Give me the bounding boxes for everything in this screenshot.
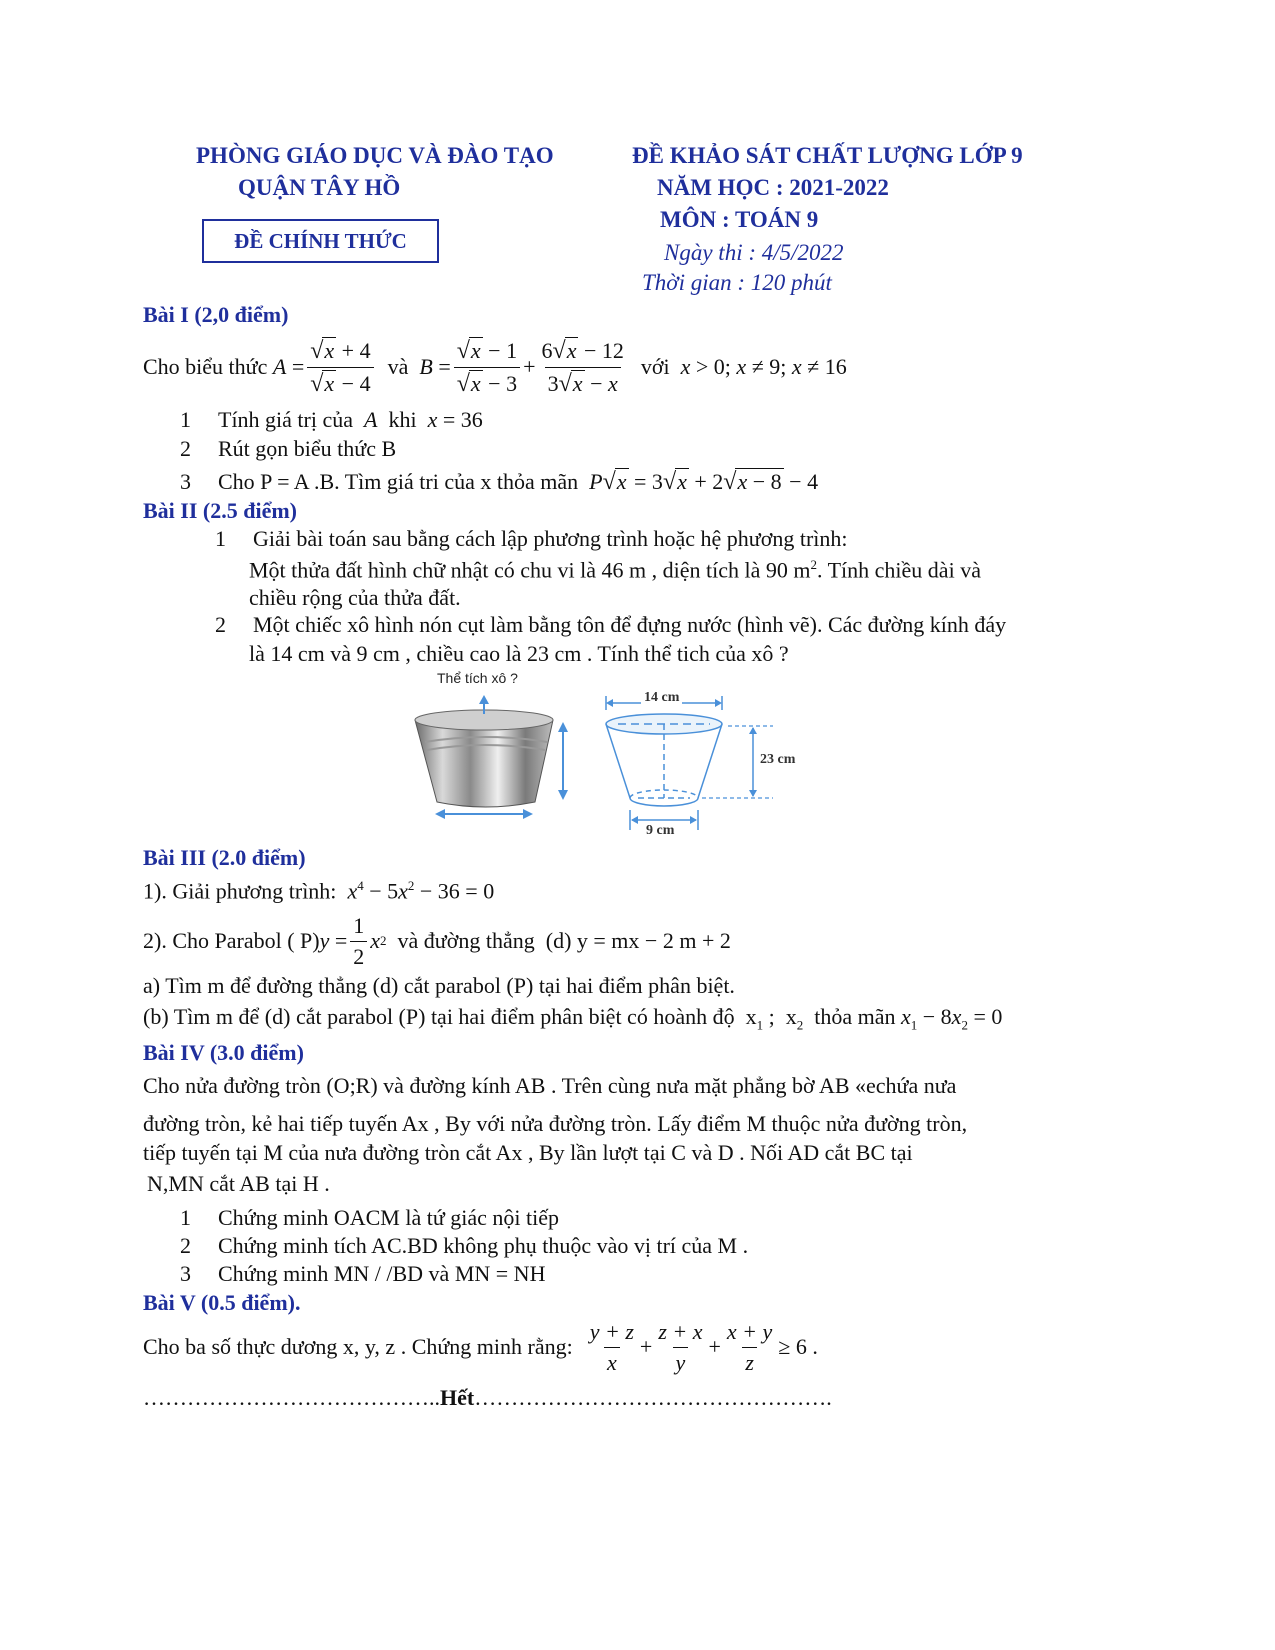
fraction-xy-z: $\frac{x + y}{z}$ (726, 1318, 773, 1375)
bai1-title: Bài I (2,0 điểm) (143, 302, 289, 327)
bai3-qa: a) Tìm m để đường thẳng (d) cắt parabol (P) tại hai điểm phân biệt. (143, 973, 735, 998)
bai1-cond-label: với (640, 354, 670, 379)
bai2-item-2: 2 Một chiếc xô hình nón cụt làm bằng tôn để đựng nước (hình vẽ). Các đường kính đáy (215, 612, 1007, 637)
exam-date: Ngày thi : 4/5/2022 (664, 240, 844, 265)
department-name: PHÒNG GIÁO DỤC VÀ ĐÀO TẠO (196, 143, 554, 168)
end-marker: …………………………………..Hết…………………………………………. (143, 1385, 832, 1410)
bucket-photo (405, 692, 590, 827)
bai3-qb: (b) Tìm m để (d) cắt parabol (P) tại hai điểm phân biệt có hoành độ $x_1$ ; $x_2$ thỏa mãn $x_1 - 8x_2 = 0$ (143, 1004, 1003, 1033)
official-label: ĐỀ CHÍNH THỨC (234, 229, 407, 253)
bai1-and: và (387, 354, 409, 379)
bai4-line2: đường tròn, kẻ hai tiếp tuyến Ax , By với nửa đường tròn. Lấy điểm M thuộc nửa đường tròn, (143, 1111, 968, 1136)
bai1-expression: Cho biểu thức A = $\frac{√x + 4}{√x - 4}$ và B = $\frac{√x - 1}{√x - 3}$ + $\frac{6√x - 12}{3√x - x}$ với x > 0; x ≠ 9; x ≠ 16 (143, 337, 847, 397)
bai1-intro: Cho biểu thức (143, 354, 268, 379)
school-year: NĂM HỌC : 2021-2022 (657, 175, 889, 200)
bai2-item-2-line2: là 14 cm và 9 cm , chiều cao là 23 cm . Tính thể tich của xô ? (249, 641, 789, 666)
frustum-height: 23 cm (760, 752, 796, 767)
frustum-top-diameter: 14 cm (641, 690, 682, 706)
fraction-zx-y: $\frac{z + x}{y}$ (658, 1318, 703, 1375)
bucket-photo-caption: Thể tích xô ? (437, 670, 518, 686)
bai1-item-3: 3 Cho P = A .B. Tìm giá tri của x thỏa mãn P√x = 3√x + 2√x − 8 − 4 (180, 469, 819, 495)
bai3-q1: 1). Giải phương trình: $x^4 - 5x^2 - 36 = 0$ (143, 878, 495, 904)
exam-duration: Thời gian : 120 phút (642, 270, 832, 295)
bai4-line3: tiếp tuyến tại M của nưa đường tròn cắt Ax , By lần lượt tại C và D . Nối AD cắt BC tại (143, 1140, 913, 1165)
bai4-title: Bài IV (3.0 điểm) (143, 1040, 304, 1065)
bai2-title: Bài II (2.5 điểm) (143, 498, 297, 523)
bai1-item-2: 2 Rút gọn biểu thức B (180, 436, 397, 461)
fraction-half: $\frac{1}{2}$ (350, 913, 367, 970)
fraction-B2: $\frac{6√x - 12}{3√x - x}$ (541, 337, 624, 397)
bai4-item-2: 2 Chứng minh tích AC.BD không phụ thuộc vào vị trí của M . (180, 1233, 749, 1258)
district-name: QUẬN TÂY HỒ (238, 175, 401, 200)
bai3-title: Bài III (2.0 điểm) (143, 845, 306, 870)
fraction-B1: $\frac{√x - 1}{√x - 3}$ (454, 337, 520, 398)
bai5-title: Bài V (0.5 điểm). (143, 1290, 301, 1315)
bai4-item-3: 3 Chứng minh MN / /BD và MN = NH (180, 1261, 546, 1286)
exam-title: ĐỀ KHẢO SÁT CHẤT LƯỢNG LỚP 9 (632, 143, 1023, 168)
fraction-yz-x: $\frac{y + z}{x}$ (589, 1318, 634, 1375)
frustum-bottom-diameter: 9 cm (643, 823, 677, 839)
bai5-statement: Cho ba số thực dương x, y, z . Chứng minh rằng: $\frac{y + z}{x}$ + $\frac{z + x}{y}$ + $\frac{x + y}{z}$ ≥ 6 . (143, 1318, 818, 1375)
bai4-item-1: 1 Chứng minh OACM là tứ giác nội tiếp (180, 1205, 559, 1230)
bai2-item-1-line2: Một thửa đất hình chữ nhật có chu vi là 46 m , diện tích là 90 $m^2$. Tính chiều dài và (249, 557, 981, 583)
bai1-item-1: 1 Tính giá trị của A khi x = 36 (180, 407, 483, 432)
bai4-line1: Cho nửa đường tròn (O;R) và đường kính AB . Trên cùng nưa mặt phẳng bờ AB «echứa nưa (143, 1073, 957, 1098)
bai4-line4: N,MN cắt AB tại H . (147, 1171, 330, 1196)
bai2-item-1-line3: chiều rộng của thửa đất. (249, 585, 461, 610)
subject: MÔN : TOÁN 9 (660, 207, 819, 232)
fraction-A: $\frac{√x + 4}{√x - 4}$ (307, 337, 373, 398)
bai3-q2: 2). Cho Parabol ( P) y = $\frac{1}{2}$ x 2 và đường thẳng (d) y = mx − 2 m + 2 (143, 912, 731, 969)
bai2-item-1: 1 Giải bài toán sau bằng cách lập phương trình hoặc hệ phương trình: (215, 526, 848, 551)
official-stamp-box (202, 219, 439, 263)
